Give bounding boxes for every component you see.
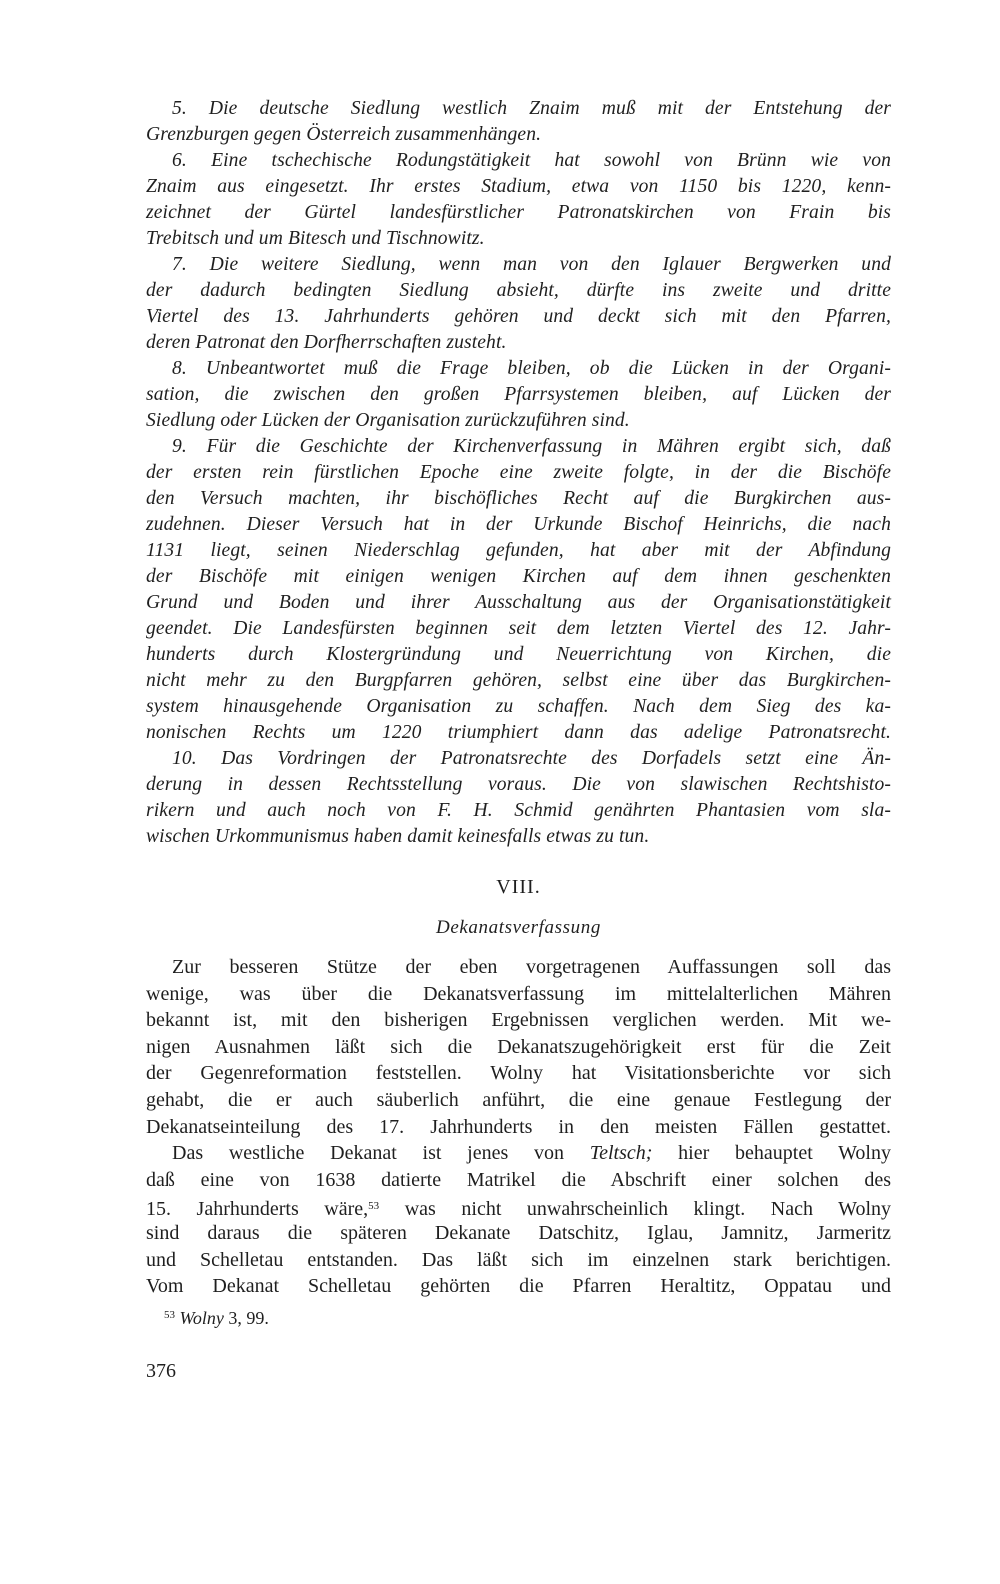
page-number: 376 [146, 1360, 176, 1382]
paragraph-1 [146, 954, 891, 1140]
footnote [164, 1308, 269, 1329]
text-line: rikern und auch noch von F. H. Schmid genährten Phantasien vom sla- [146, 800, 891, 821]
text-line: 1131 liegt, seinen Niederschlag gefunden, hat aber mit der Abfindung [146, 540, 891, 561]
text-run: Das westliche Dekanat ist jenes von [172, 1142, 590, 1165]
text-line: den Versuch machten, ihr bischöfliches Recht auf die Burgkirchen aus- [146, 488, 891, 509]
footnote-marker: 53 [164, 1309, 175, 1321]
text-line: 7. Die weitere Siedlung, wenn man von den Iglauer Bergwerken und [172, 254, 891, 275]
text-line: Znaim aus eingesetzt. Ihr erstes Stadium, etwa von 1150 bis 1220, kenn- [146, 176, 891, 197]
text-line: deren Patronat den Dorfherrschaften zusteht. [146, 332, 507, 353]
text-line: 10. Das Vordringen der Patronatsrechte des Dorfadels setzt eine Än- [172, 748, 891, 769]
text-line: und Schelletau entstanden. Das läßt sich im einzelnen stark berichtigen. [146, 1248, 891, 1271]
summary-points [146, 96, 891, 850]
text-line: 9. Für die Geschichte der Kirchenverfassung in Mähren ergibt sich, daß [172, 436, 891, 457]
text-line: wenige, was über die Dekanatsverfassung im mittelalterlichen Mähren [146, 982, 891, 1005]
text-line: gehabt, die er auch säuberlich anführt, die eine genaue Festlegung der [146, 1088, 891, 1111]
text-line: bekannt ist, mit den bisherigen Ergebnissen verglichen werden. Mit we- [146, 1009, 891, 1032]
text-line: 6. Eine tschechische Rodungstätigkeit hat sowohl von Brünn wie von [172, 150, 891, 171]
text-run: 15. Jahrhunderts wäre, [146, 1198, 369, 1221]
point-9 [146, 434, 891, 746]
text-line: der dadurch bedingten Siedlung absieht, dürfte ins zweite und dritte [146, 280, 891, 301]
point-6 [146, 148, 891, 252]
text-line [146, 1193, 891, 1220]
footnote-author: Wolny [179, 1308, 224, 1328]
text-line: Grenzburgen gegen Österreich zusammenhängen. [146, 124, 542, 145]
text-line [146, 1140, 891, 1167]
text-line: zeichnet der Gürtel landesfürstlicher Patronatskirchen von Frain bis [146, 202, 891, 223]
text-line: Viertel des 13. Jahrhunderts gehören und deckt sich mit den Pfarren, [146, 306, 891, 327]
text-line: 8. Unbeantwortet muß die Frage bleiben, ob die Lücken in der Organi- [172, 358, 891, 379]
text-line: Siedlung oder Lücken der Organisation zurückzuführen sind. [146, 410, 630, 431]
text-line: system hinausgehende Organisation zu schaffen. Nach dem Sieg des ka- [146, 696, 891, 717]
text-line: sind daraus die späteren Dekanate Datschitz, Iglau, Jamnitz, Jarmeritz [146, 1221, 891, 1244]
paragraph-2 [146, 1140, 891, 1300]
text-line: hunderts durch Klostergründung und Neuerrichtung von Kirchen, die [146, 644, 891, 665]
text-line: derung in dessen Rechtsstellung voraus. Die von slawischen Rechtshisto- [146, 774, 891, 795]
point-7 [146, 252, 891, 356]
text-run: was nicht unwahrscheinlich klingt. Nach Wolny [379, 1198, 891, 1221]
point-8 [146, 356, 891, 434]
text-line: wischen Urkommunismus haben damit keinesfalls etwas zu tun. [146, 826, 650, 847]
point-10 [146, 746, 891, 850]
text-line: daß eine von 1638 datierte Matrikel die Abschrift einer solchen des [146, 1168, 891, 1191]
text-line: Trebitsch und um Bitesch und Tischnowitz. [146, 228, 485, 249]
text-line: nonischen Rechts um 1220 triumphiert dann das adelige Patronatsrecht. [146, 722, 891, 743]
text-line: der Gegenreformation feststellen. Wolny hat Visitationsberichte vor sich [146, 1062, 891, 1085]
text-line: 5. Die deutsche Siedlung westlich Znaim muß mit der Entstehung der [172, 98, 891, 119]
text-line: Grund und Boden und ihrer Ausschaltung aus der Organisationstätigkeit [146, 592, 891, 613]
text-line: geendet. Die Landesfürsten beginnen seit dem letzten Viertel des 12. Jahr- [146, 618, 891, 639]
text-line: der ersten rein fürstlichen Epoche eine zweite folgte, in der die Bischöfe [146, 462, 891, 483]
text-line: zudehnen. Dieser Versuch hat in der Urkunde Bischof Heinrichs, die nach [146, 514, 891, 535]
point-5 [146, 96, 891, 148]
text-line: Vom Dekanat Schelletau gehörten die Pfarren Heraltitz, Oppatau und [146, 1275, 891, 1298]
footnote-reference: 53 [368, 1200, 380, 1213]
text-run: hier behauptet Wolny [652, 1142, 891, 1165]
text-line: Zur besseren Stütze der eben vorgetragenen Auffassungen soll das [172, 956, 891, 978]
text-line: Dekanatseinteilung des 17. Jahrhunderts in den meisten Fällen gestattet. [146, 1115, 891, 1138]
section-numeral: VIII. [496, 876, 541, 898]
text-line: nicht mehr zu den Burgpfarren gehören, selbst eine über das Burgkirchen- [146, 670, 891, 691]
section-body [146, 954, 891, 1300]
text-line: sation, die zwischen den großen Pfarrsystemen bleiben, auf Lücken der [146, 384, 891, 405]
section-title: Dekanatsverfassung [436, 917, 601, 938]
footnote-reference-text: 3, 99. [223, 1308, 269, 1328]
text-line: der Bischöfe mit einigen wenigen Kirchen auf dem ihnen geschenkten [146, 566, 891, 587]
place-name: Teltsch; [589, 1142, 653, 1165]
text-line: nigen Ausnahmen läßt sich die Dekanatszugehörigkeit erst für die Zeit [146, 1035, 891, 1058]
